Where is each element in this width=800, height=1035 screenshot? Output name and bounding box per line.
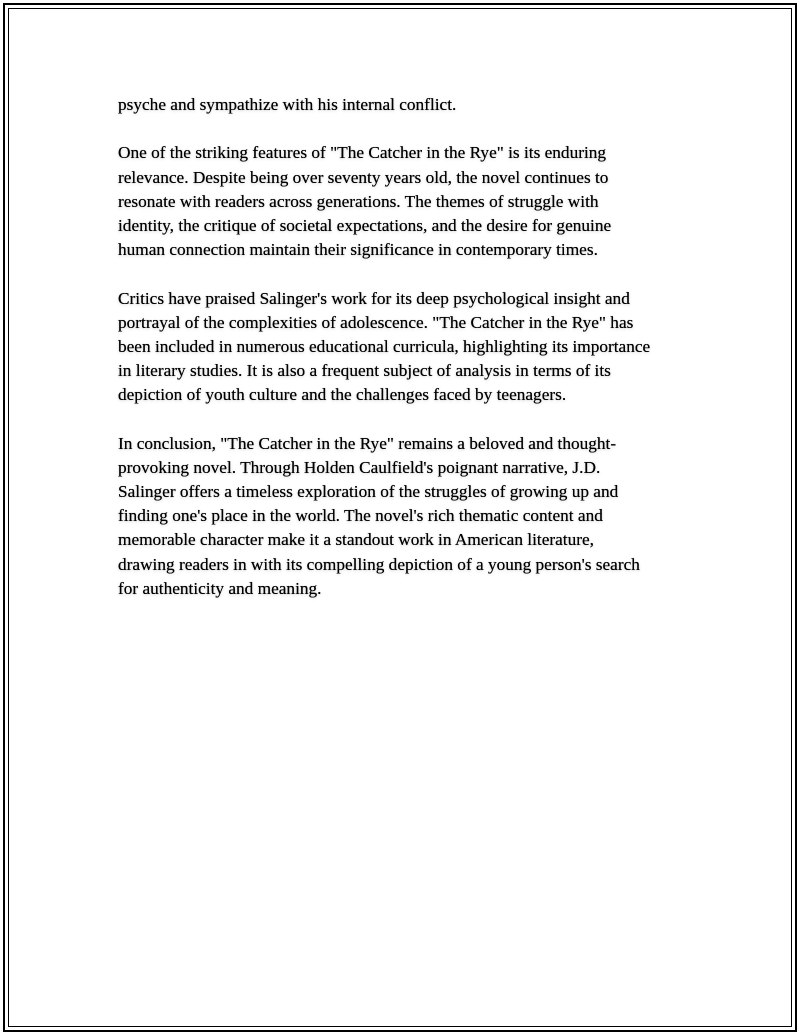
text-line: psyche and sympathize with his internal conflict. <box>118 95 457 114</box>
text-line: One of the striking features of "The Catcher in the Rye" is its enduring <box>118 143 607 163</box>
text-line: been included in numerous educational curricula, highlighting its importance <box>118 336 651 356</box>
text-line: for authenticity and meaning. <box>118 578 322 598</box>
document-body <box>118 93 690 601</box>
text-line: Critics have praised Salinger's work for its deep psychological insight and <box>118 288 630 308</box>
text-line: drawing readers in with its compelling depiction of a young person's search <box>118 554 640 574</box>
paragraph-enduring-relevance <box>118 141 690 262</box>
text-line: provoking novel. Through Holden Caulfield's poignant narrative, J.D. <box>118 457 601 477</box>
text-line: resonate with readers across generations. The themes of struggle with <box>118 191 599 211</box>
text-line: in literary studies. It is also a frequent subject of analysis in terms of its <box>118 361 611 381</box>
text-line: human connection maintain their significance in contemporary times. <box>118 240 598 260</box>
text-line: depiction of youth culture and the challenges faced by teenagers. <box>118 385 567 405</box>
text-line: finding one's place in the world. The novel's rich thematic content and <box>118 506 603 526</box>
text-line: relevance. Despite being over seventy years old, the novel continues to <box>118 167 609 187</box>
text-line: In conclusion, "The Catcher in the Rye" remains a beloved and thought- <box>118 433 617 453</box>
paragraph-conclusion <box>118 432 690 601</box>
paragraph-continuation <box>118 93 690 117</box>
text-line: portrayal of the complexities of adolescence. "The Catcher in the Rye" has <box>118 312 634 332</box>
text-line: memorable character make it a standout work in American literature, <box>118 530 594 550</box>
paragraph-critical-reception <box>118 287 690 408</box>
text-line: identity, the critique of societal expectations, and the desire for genuine <box>118 215 612 235</box>
text-line: Salinger offers a timeless exploration of the struggles of growing up and <box>118 482 619 501</box>
